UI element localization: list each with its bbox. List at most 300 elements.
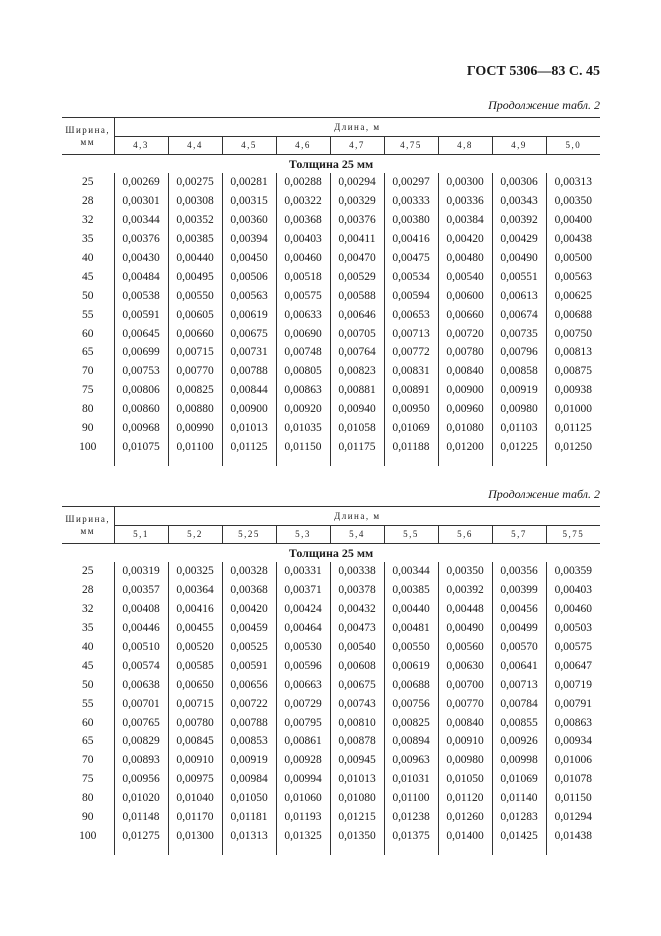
volume-cell: 0,01075 xyxy=(114,437,168,456)
data-table-2 xyxy=(62,506,600,855)
table-row xyxy=(62,173,600,192)
volume-cell: 0,00550 xyxy=(168,286,222,305)
table-row xyxy=(62,789,600,808)
volume-cell: 0,00344 xyxy=(114,211,168,230)
volume-cell: 0,00653 xyxy=(384,305,438,324)
volume-cell: 0,00613 xyxy=(492,286,546,305)
spacer-cell xyxy=(384,456,438,466)
volume-cell: 0,00805 xyxy=(276,362,330,381)
table-row xyxy=(62,619,600,638)
volume-cell: 0,00563 xyxy=(222,286,276,305)
volume-cell: 0,01080 xyxy=(438,419,492,438)
volume-cell: 0,01215 xyxy=(330,808,384,827)
volume-cell: 0,00440 xyxy=(168,249,222,268)
length-column-header: 5,7 xyxy=(492,525,546,544)
volume-cell: 0,00722 xyxy=(222,694,276,713)
volume-cell: 0,00998 xyxy=(492,751,546,770)
volume-cell: 0,00308 xyxy=(168,192,222,211)
volume-cell: 0,00510 xyxy=(114,638,168,657)
table-row xyxy=(62,826,600,845)
volume-cell: 0,00594 xyxy=(384,286,438,305)
volume-cell: 0,00770 xyxy=(438,694,492,713)
volume-cell: 0,00520 xyxy=(168,638,222,657)
volume-cell: 0,00356 xyxy=(492,562,546,581)
volume-cell: 0,00975 xyxy=(168,770,222,789)
volume-cell: 0,01175 xyxy=(330,437,384,456)
volume-cell: 0,00845 xyxy=(168,732,222,751)
volume-cell: 0,00956 xyxy=(114,770,168,789)
volume-cell: 0,00432 xyxy=(330,600,384,619)
volume-cell: 0,00301 xyxy=(114,192,168,211)
volume-cell: 0,01148 xyxy=(114,808,168,827)
volume-cell: 0,01103 xyxy=(492,419,546,438)
volume-cell: 0,00795 xyxy=(276,713,330,732)
volume-cell: 0,00840 xyxy=(438,713,492,732)
volume-cell: 0,00459 xyxy=(222,619,276,638)
length-column-header: 5,5 xyxy=(384,525,438,544)
volume-cell: 0,01069 xyxy=(492,770,546,789)
volume-cell: 0,00963 xyxy=(384,751,438,770)
volume-cell: 0,00645 xyxy=(114,324,168,343)
volume-cell: 0,00456 xyxy=(492,600,546,619)
volume-cell: 0,00464 xyxy=(276,619,330,638)
volume-cell: 0,00300 xyxy=(438,173,492,192)
volume-cell: 0,00328 xyxy=(222,562,276,581)
volume-cell: 0,01100 xyxy=(168,437,222,456)
volume-cell: 0,00596 xyxy=(276,656,330,675)
volume-cell: 0,01050 xyxy=(438,770,492,789)
volume-cell: 0,00416 xyxy=(384,230,438,249)
table-row xyxy=(62,211,600,230)
volume-cell: 0,00403 xyxy=(546,581,600,600)
volume-cell: 0,00600 xyxy=(438,286,492,305)
volume-cell: 0,00343 xyxy=(492,192,546,211)
volume-cell: 0,00919 xyxy=(222,751,276,770)
volume-cell: 0,01020 xyxy=(114,789,168,808)
volume-cell: 0,00499 xyxy=(492,619,546,638)
table-tail-spacer xyxy=(62,845,600,855)
volume-cell: 0,00875 xyxy=(546,362,600,381)
volume-cell: 0,00860 xyxy=(114,400,168,419)
volume-cell: 0,00919 xyxy=(492,381,546,400)
volume-cell: 0,00701 xyxy=(114,694,168,713)
length-column-header: 4,6 xyxy=(276,136,330,155)
volume-cell: 0,00699 xyxy=(114,343,168,362)
volume-cell: 0,00813 xyxy=(546,343,600,362)
volume-cell: 0,00715 xyxy=(168,343,222,362)
volume-cell: 0,01060 xyxy=(276,789,330,808)
table-row xyxy=(62,581,600,600)
volume-cell: 0,01040 xyxy=(168,789,222,808)
volume-cell: 0,00656 xyxy=(222,675,276,694)
length-header: Длина, м xyxy=(114,507,600,526)
spacer-cell xyxy=(492,845,546,855)
volume-cell: 0,00480 xyxy=(438,249,492,268)
volume-cell: 0,00806 xyxy=(114,381,168,400)
volume-cell: 0,00823 xyxy=(330,362,384,381)
table-caption-2: Продолжение табл. 2 xyxy=(488,487,600,501)
volume-cell: 0,00399 xyxy=(492,581,546,600)
volume-cell: 0,00503 xyxy=(546,619,600,638)
volume-cell: 0,01000 xyxy=(546,400,600,419)
volume-cell: 0,00490 xyxy=(438,619,492,638)
volume-cell: 0,01170 xyxy=(168,808,222,827)
volume-cell: 0,00455 xyxy=(168,619,222,638)
volume-cell: 0,01140 xyxy=(492,789,546,808)
volume-cell: 0,00294 xyxy=(330,173,384,192)
table-row xyxy=(62,362,600,381)
volume-cell: 0,01100 xyxy=(384,789,438,808)
width-cell: 35 xyxy=(82,233,94,246)
table-row xyxy=(62,732,600,751)
volume-cell: 0,01150 xyxy=(276,437,330,456)
volume-cell: 0,00575 xyxy=(546,638,600,657)
volume-cell: 0,00424 xyxy=(276,600,330,619)
volume-cell: 0,00829 xyxy=(114,732,168,751)
volume-cell: 0,00540 xyxy=(438,267,492,286)
width-cell: 75 xyxy=(82,384,94,397)
width-cell: 90 xyxy=(82,811,94,824)
volume-cell: 0,00484 xyxy=(114,267,168,286)
volume-cell: 0,00495 xyxy=(168,267,222,286)
volume-cell: 0,00638 xyxy=(114,675,168,694)
table-row xyxy=(62,419,600,438)
width-cell: 70 xyxy=(82,754,94,767)
width-cell: 80 xyxy=(82,403,94,416)
volume-cell: 0,00470 xyxy=(330,249,384,268)
volume-cell: 0,00675 xyxy=(330,675,384,694)
volume-cell: 0,00675 xyxy=(222,324,276,343)
volume-cell: 0,00770 xyxy=(168,362,222,381)
volume-cell: 0,00938 xyxy=(546,381,600,400)
volume-cell: 0,00460 xyxy=(276,249,330,268)
volume-cell: 0,00475 xyxy=(384,249,438,268)
volume-cell: 0,00861 xyxy=(276,732,330,751)
length-column-header: 4,9 xyxy=(492,136,546,155)
table-row xyxy=(62,381,600,400)
volume-cell: 0,00688 xyxy=(384,675,438,694)
volume-cell: 0,01120 xyxy=(438,789,492,808)
volume-cell: 0,00788 xyxy=(222,362,276,381)
volume-cell: 0,00371 xyxy=(276,581,330,600)
volume-cell: 0,00384 xyxy=(438,211,492,230)
volume-cell: 0,00750 xyxy=(546,324,600,343)
volume-cell: 0,00275 xyxy=(168,173,222,192)
volume-cell: 0,00344 xyxy=(384,562,438,581)
width-cell: 65 xyxy=(82,735,94,748)
width-cell: 28 xyxy=(82,584,94,597)
volume-cell: 0,01294 xyxy=(546,808,600,827)
volume-cell: 0,01250 xyxy=(546,437,600,456)
table-row xyxy=(62,751,600,770)
spacer-cell xyxy=(114,845,168,855)
volume-cell: 0,00990 xyxy=(168,419,222,438)
volume-cell: 0,00764 xyxy=(330,343,384,362)
volume-cell: 0,00394 xyxy=(222,230,276,249)
volume-cell: 0,01275 xyxy=(114,826,168,845)
volume-cell: 0,01080 xyxy=(330,789,384,808)
table-row xyxy=(62,192,600,211)
volume-cell: 0,01035 xyxy=(276,419,330,438)
volume-cell: 0,00392 xyxy=(492,211,546,230)
volume-cell: 0,01200 xyxy=(438,437,492,456)
length-column-header: 4,4 xyxy=(168,136,222,155)
length-columns-row xyxy=(62,136,600,155)
volume-cell: 0,00731 xyxy=(222,343,276,362)
volume-cell: 0,01150 xyxy=(546,789,600,808)
spacer-cell xyxy=(438,456,492,466)
volume-cell: 0,00473 xyxy=(330,619,384,638)
width-cell: 28 xyxy=(82,195,94,208)
spacer-cell xyxy=(222,456,276,466)
volume-cell: 0,00920 xyxy=(276,400,330,419)
volume-cell: 0,00619 xyxy=(384,656,438,675)
volume-cell: 0,00928 xyxy=(276,751,330,770)
volume-cell: 0,00743 xyxy=(330,694,384,713)
volume-cell: 0,00319 xyxy=(114,562,168,581)
volume-cell: 0,00619 xyxy=(222,305,276,324)
volume-cell: 0,00715 xyxy=(168,694,222,713)
volume-cell: 0,00863 xyxy=(546,713,600,732)
volume-cell: 0,00338 xyxy=(330,562,384,581)
volume-cell: 0,00518 xyxy=(276,267,330,286)
volume-cell: 0,00713 xyxy=(492,675,546,694)
page-header: ГОСТ 5306—83 С. 45 xyxy=(466,64,600,79)
volume-cell: 0,00674 xyxy=(492,305,546,324)
volume-cell: 0,00336 xyxy=(438,192,492,211)
spacer-cell xyxy=(168,845,222,855)
volume-cell: 0,00322 xyxy=(276,192,330,211)
volume-cell: 0,00853 xyxy=(222,732,276,751)
length-column-header: 5,3 xyxy=(276,525,330,544)
volume-cell: 0,00500 xyxy=(546,249,600,268)
width-cell: 40 xyxy=(82,252,94,264)
volume-cell: 0,00585 xyxy=(168,656,222,675)
volume-cell: 0,00690 xyxy=(276,324,330,343)
length-column-header: 5,0 xyxy=(546,136,600,155)
volume-cell: 0,00333 xyxy=(384,192,438,211)
volume-cell: 0,00810 xyxy=(330,713,384,732)
volume-cell: 0,00772 xyxy=(384,343,438,362)
volume-cell: 0,01425 xyxy=(492,826,546,845)
length-column-header: 5,1 xyxy=(114,525,168,544)
table-row xyxy=(62,437,600,456)
volume-cell: 0,00400 xyxy=(546,211,600,230)
volume-cell: 0,00408 xyxy=(114,600,168,619)
volume-cell: 0,01193 xyxy=(276,808,330,827)
volume-cell: 0,00608 xyxy=(330,656,384,675)
table-row xyxy=(62,400,600,419)
volume-cell: 0,00550 xyxy=(384,638,438,657)
table-row xyxy=(62,638,600,657)
volume-cell: 0,00796 xyxy=(492,343,546,362)
thickness-section-header: Толщина 25 мм xyxy=(62,155,600,174)
volume-cell: 0,01078 xyxy=(546,770,600,789)
length-header: Длина, м xyxy=(114,118,600,137)
width-cell: 65 xyxy=(82,346,94,359)
volume-cell: 0,00968 xyxy=(114,419,168,438)
volume-cell: 0,00926 xyxy=(492,732,546,751)
volume-cell: 0,00630 xyxy=(438,656,492,675)
spacer-cell xyxy=(546,845,600,855)
volume-cell: 0,00891 xyxy=(384,381,438,400)
width-cell: 55 xyxy=(82,697,94,710)
volume-cell: 0,00713 xyxy=(384,324,438,343)
volume-cell: 0,01125 xyxy=(546,419,600,438)
volume-cell: 0,00376 xyxy=(330,211,384,230)
width-cell: 45 xyxy=(82,270,94,283)
volume-cell: 0,00945 xyxy=(330,751,384,770)
volume-cell: 0,00591 xyxy=(114,305,168,324)
length-column-header: 5,75 xyxy=(546,525,600,544)
thickness-section-header: Толщина 25 мм xyxy=(62,544,600,563)
table-row xyxy=(62,713,600,732)
width-header-label: Ширина, мм xyxy=(65,514,111,536)
volume-cell: 0,01013 xyxy=(222,419,276,438)
length-column-header: 4,75 xyxy=(384,136,438,155)
volume-cell: 0,01225 xyxy=(492,437,546,456)
table-row xyxy=(62,343,600,362)
volume-cell: 0,00984 xyxy=(222,770,276,789)
width-cell: 50 xyxy=(82,678,94,691)
width-cell: 35 xyxy=(82,622,94,635)
table-row xyxy=(62,694,600,713)
volume-cell: 0,00729 xyxy=(276,694,330,713)
width-header-label: Ширина, мм xyxy=(65,125,111,147)
volume-cell: 0,00893 xyxy=(114,751,168,770)
volume-cell: 0,00660 xyxy=(438,305,492,324)
volume-cell: 0,01375 xyxy=(384,826,438,845)
volume-cell: 0,00910 xyxy=(168,751,222,770)
volume-cell: 0,00855 xyxy=(492,713,546,732)
volume-cell: 0,00416 xyxy=(168,600,222,619)
volume-cell: 0,00660 xyxy=(168,324,222,343)
width-cell: 25 xyxy=(82,565,94,578)
volume-cell: 0,00411 xyxy=(330,230,384,249)
volume-cell: 0,00840 xyxy=(438,362,492,381)
volume-cell: 0,00791 xyxy=(546,694,600,713)
volume-cell: 0,00788 xyxy=(222,713,276,732)
volume-cell: 0,01069 xyxy=(384,419,438,438)
volume-cell: 0,00440 xyxy=(384,600,438,619)
table-row xyxy=(62,230,600,249)
spacer-cell xyxy=(330,456,384,466)
volume-cell: 0,00748 xyxy=(276,343,330,362)
width-cell: 50 xyxy=(82,289,94,302)
volume-cell: 0,00605 xyxy=(168,305,222,324)
volume-cell: 0,00719 xyxy=(546,675,600,694)
volume-cell: 0,00331 xyxy=(276,562,330,581)
volume-cell: 0,00625 xyxy=(546,286,600,305)
volume-cell: 0,00315 xyxy=(222,192,276,211)
volume-cell: 0,00894 xyxy=(384,732,438,751)
volume-cell: 0,00438 xyxy=(546,230,600,249)
length-column-header: 5,6 xyxy=(438,525,492,544)
table-row xyxy=(62,286,600,305)
volume-cell: 0,00376 xyxy=(114,230,168,249)
table-row xyxy=(62,305,600,324)
volume-cell: 0,00540 xyxy=(330,638,384,657)
spacer-cell xyxy=(438,845,492,855)
volume-cell: 0,00364 xyxy=(168,581,222,600)
table-row xyxy=(62,808,600,827)
volume-cell: 0,00368 xyxy=(276,211,330,230)
volume-cell: 0,01400 xyxy=(438,826,492,845)
volume-cell: 0,00530 xyxy=(276,638,330,657)
volume-cell: 0,00633 xyxy=(276,305,330,324)
volume-cell: 0,00352 xyxy=(168,211,222,230)
table-caption-1: Продолжение табл. 2 xyxy=(488,98,600,112)
volume-cell: 0,00281 xyxy=(222,173,276,192)
volume-cell: 0,00641 xyxy=(492,656,546,675)
width-cell: 40 xyxy=(82,641,94,653)
table-row xyxy=(62,562,600,581)
width-cell: 90 xyxy=(82,422,94,435)
volume-cell: 0,00588 xyxy=(330,286,384,305)
spacer-cell xyxy=(62,456,114,466)
width-cell: 60 xyxy=(82,327,94,340)
volume-cell: 0,00900 xyxy=(222,400,276,419)
volume-cell: 0,00756 xyxy=(384,694,438,713)
volume-cell: 0,01058 xyxy=(330,419,384,438)
volume-cell: 0,01325 xyxy=(276,826,330,845)
volume-cell: 0,01125 xyxy=(222,437,276,456)
volume-cell: 0,00735 xyxy=(492,324,546,343)
volume-cell: 0,00980 xyxy=(438,751,492,770)
volume-cell: 0,00980 xyxy=(492,400,546,419)
volume-cell: 0,00313 xyxy=(546,173,600,192)
table-row xyxy=(62,249,600,268)
volume-cell: 0,00858 xyxy=(492,362,546,381)
volume-cell: 0,00297 xyxy=(384,173,438,192)
volume-cell: 0,01181 xyxy=(222,808,276,827)
table-tail-spacer xyxy=(62,456,600,466)
volume-cell: 0,00446 xyxy=(114,619,168,638)
width-cell: 100 xyxy=(79,829,97,842)
width-cell: 75 xyxy=(82,773,94,786)
volume-cell: 0,01438 xyxy=(546,826,600,845)
volume-cell: 0,01300 xyxy=(168,826,222,845)
volume-cell: 0,00700 xyxy=(438,675,492,694)
volume-cell: 0,00720 xyxy=(438,324,492,343)
spacer-cell xyxy=(492,456,546,466)
volume-cell: 0,00325 xyxy=(168,562,222,581)
volume-cell: 0,00269 xyxy=(114,173,168,192)
volume-cell: 0,00481 xyxy=(384,619,438,638)
volume-cell: 0,00357 xyxy=(114,581,168,600)
spacer-cell xyxy=(276,456,330,466)
volume-cell: 0,00350 xyxy=(546,192,600,211)
volume-cell: 0,00420 xyxy=(438,230,492,249)
table-row xyxy=(62,267,600,286)
width-cell: 100 xyxy=(79,440,97,453)
volume-cell: 0,00380 xyxy=(384,211,438,230)
volume-cell: 0,00329 xyxy=(330,192,384,211)
volume-cell: 0,00534 xyxy=(384,267,438,286)
volume-cell: 0,00490 xyxy=(492,249,546,268)
width-header xyxy=(62,507,114,544)
spacer-cell xyxy=(114,456,168,466)
volume-cell: 0,00448 xyxy=(438,600,492,619)
spacer-cell xyxy=(62,845,114,855)
volume-cell: 0,01013 xyxy=(330,770,384,789)
spacer-cell xyxy=(546,456,600,466)
volume-cell: 0,01238 xyxy=(384,808,438,827)
width-cell: 70 xyxy=(82,365,94,378)
volume-cell: 0,00360 xyxy=(222,211,276,230)
volume-cell: 0,00880 xyxy=(168,400,222,419)
spacer-cell xyxy=(222,845,276,855)
